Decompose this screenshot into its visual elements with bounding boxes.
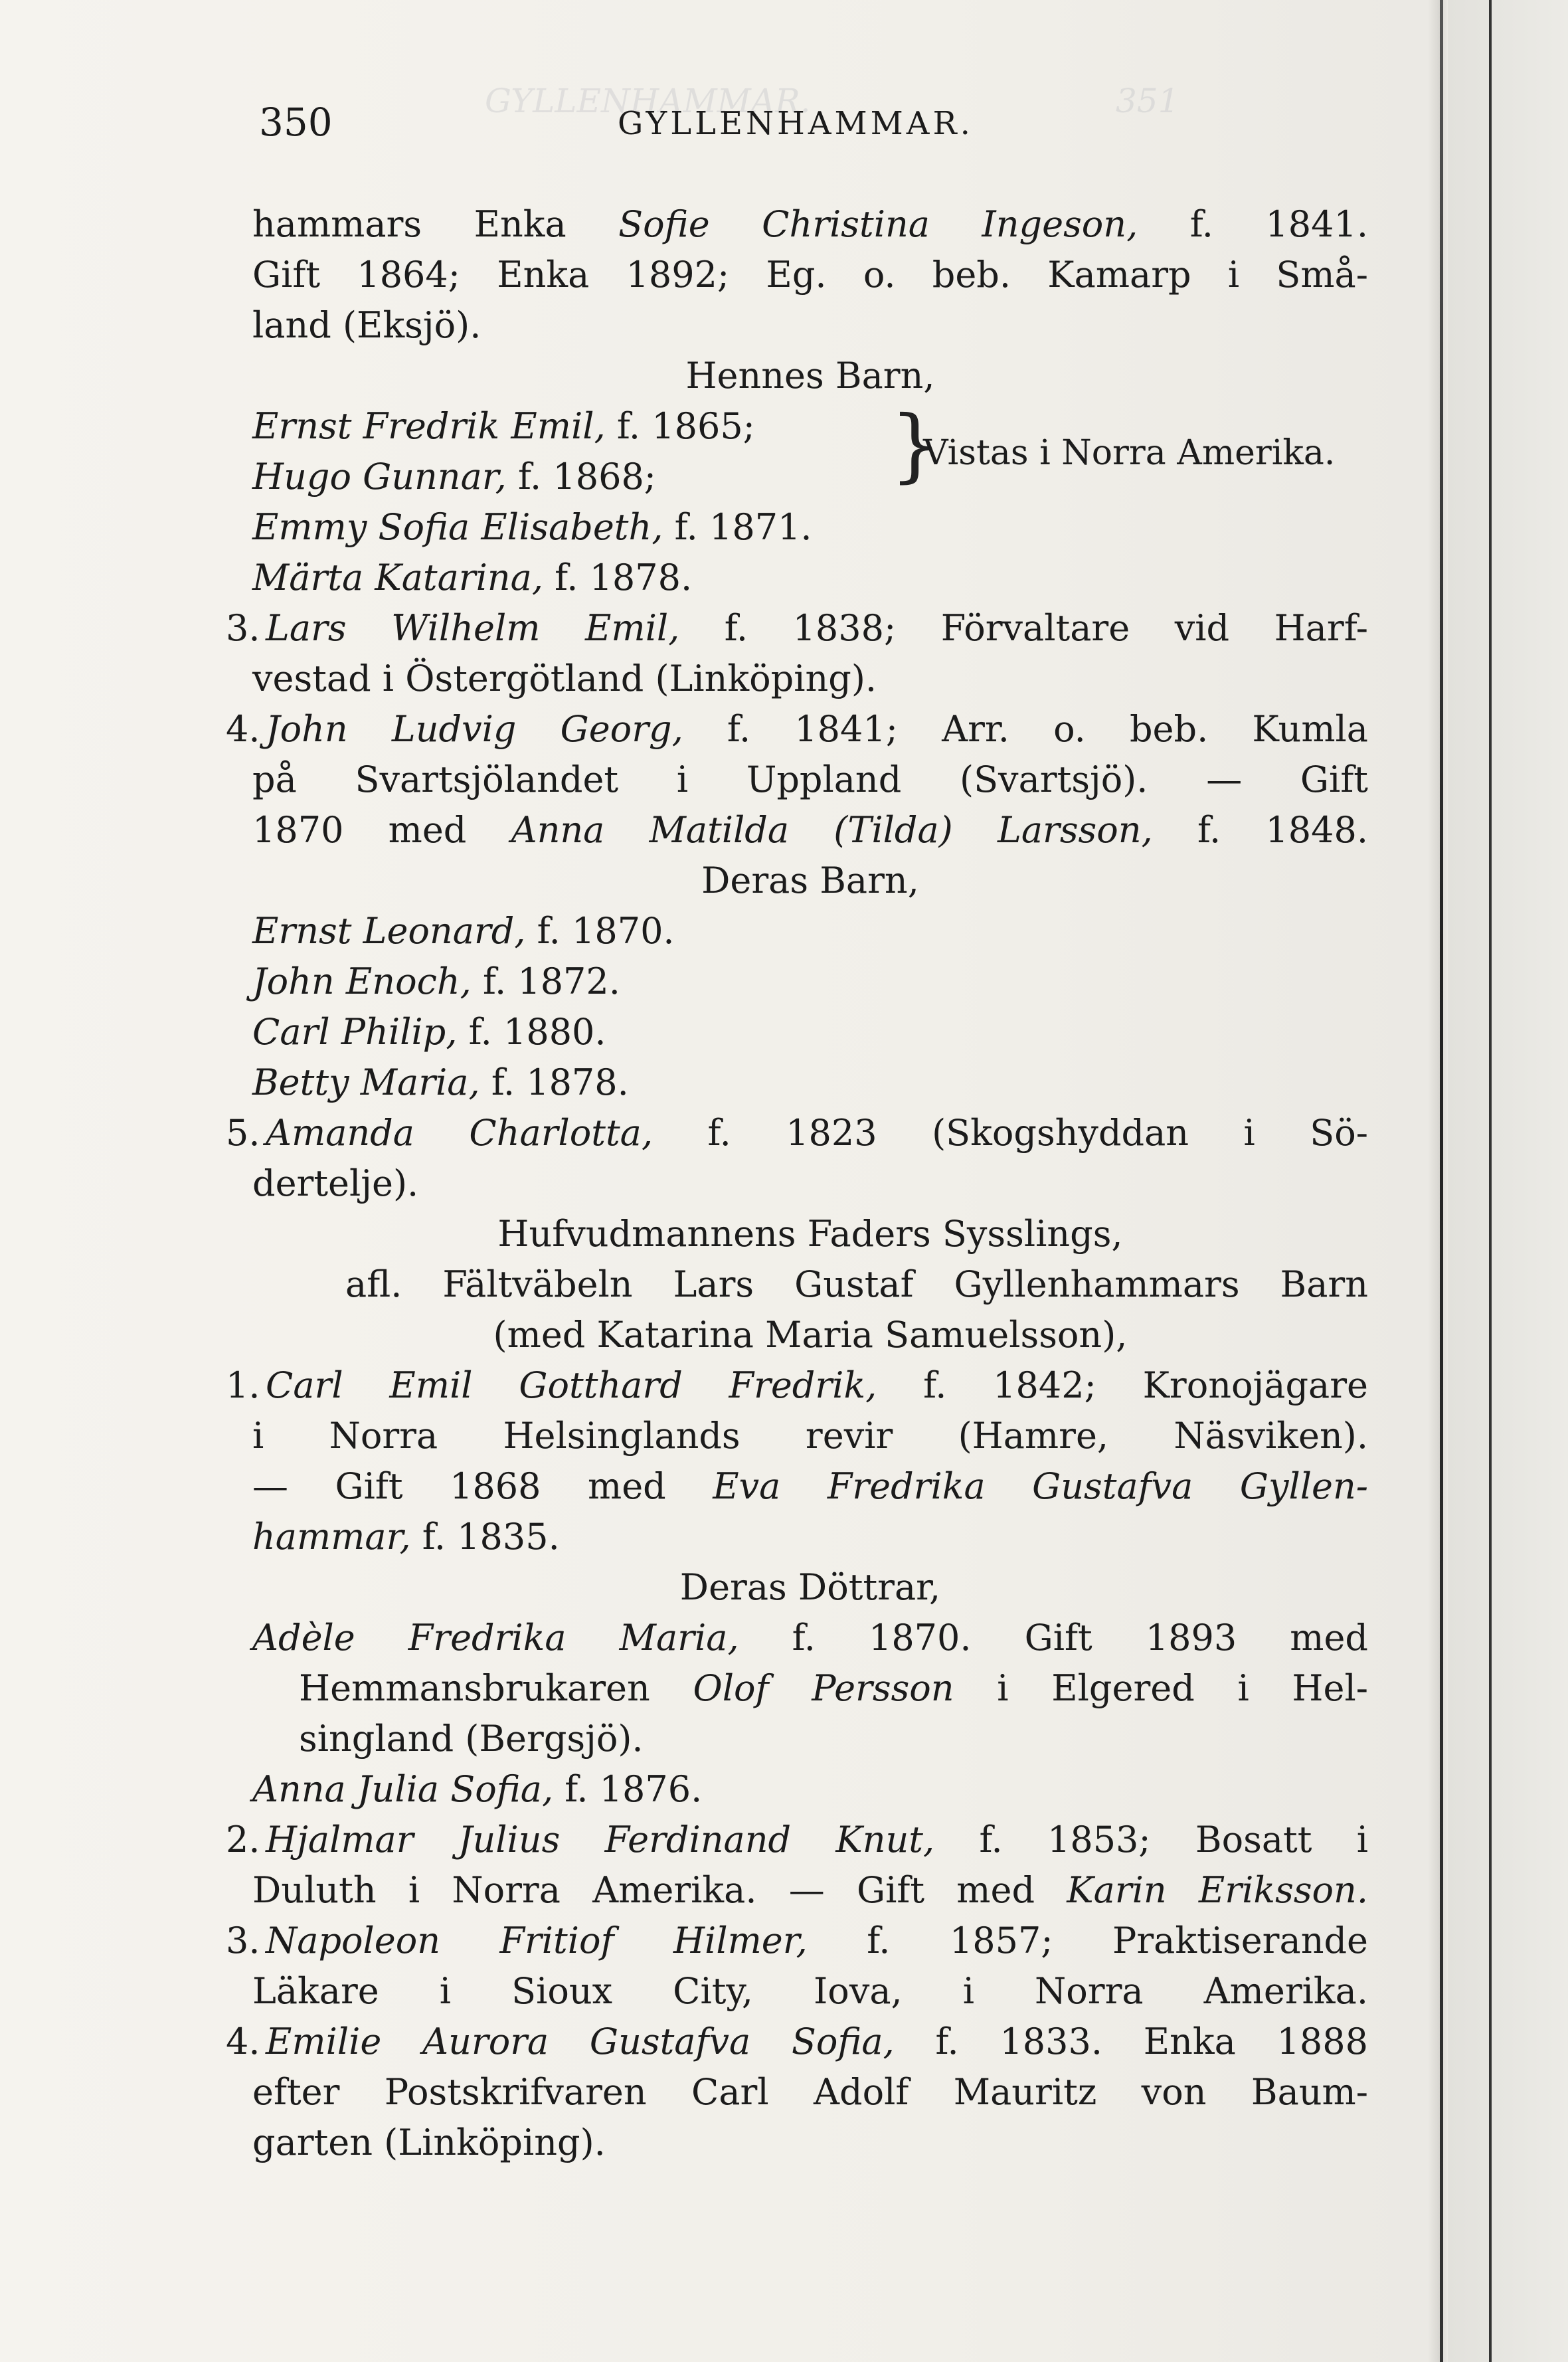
text-line: Adèle Fredrika Maria, f. 1870. Gift 1893 med [252,1617,1368,1659]
brace-group [252,401,1368,502]
text-line: land (Eksjö). [252,304,481,346]
text-line: Carl Philip, f. 1880. [252,1011,606,1053]
binding-line-outer [1489,0,1492,2362]
text-line: singland (Bergsjö). [299,1718,644,1760]
text-line: 5. Amanda Charlotta, f. 1823 (Skogshyddan i Sö- [226,1112,1368,1154]
page-number: 350 [259,100,333,145]
text-line: i Norra Helsinglands revir (Hamre, Näsviken). [252,1415,1368,1457]
section-heading: Hennes Barn, [685,355,935,397]
text-line: — Gift 1868 med Eva Fredrika Gustafva Gyllen- [252,1465,1368,1507]
section-heading: Hufvudmannens Faders Sysslings, [497,1213,1123,1255]
text-line: vestad i Östergötland (Linköping). [252,658,877,699]
body-text [226,199,1369,2168]
text-line: dertelje). [252,1162,419,1204]
text-line: 3. Lars Wilhelm Emil, f. 1838; Förvaltare vid Harf- [226,607,1368,649]
running-head: GYLLENHAMMAR. [618,105,974,142]
text-line: Hemmansbrukaren Olof Persson i Elgered i Hel- [299,1667,1368,1709]
text-line: Anna Julia Sofia, f. 1876. [252,1768,703,1810]
text-line: Betty Maria, f. 1878. [252,1061,629,1103]
text-line: Emmy Sofia Elisabeth, f. 1871. [252,506,812,548]
brace-symbol: } [890,399,941,492]
section-heading: Deras Barn, [701,860,919,901]
text-line: Hugo Gunnar, f. 1868; [252,456,657,498]
text-line: Läkare i Sioux City, Iova, i Norra Amerika. [252,1970,1368,2012]
binding-line [1440,0,1443,2362]
text-line: 3. Napoleon Fritiof Hilmer, f. 1857; Praktiserande [226,1920,1368,1961]
text-line: hammars Enka Sofie Christina Ingeson, f. 1841. [252,203,1368,245]
page-header [259,100,1375,153]
text-line: Gift 1864; Enka 1892; Eg. o. beb. Kamarp i Små- [252,254,1368,296]
text-line: 4. John Ludvig Georg, f. 1841; Arr. o. beb. Kumla [226,708,1369,750]
text-line: 2. Hjalmar Julius Ferdinand Knut, f. 1853; Bosatt i [226,1819,1368,1861]
text-line: afl. Fältväbeln Lars Gustaf Gyllenhammars Barn [345,1263,1368,1305]
gutter-shadow [1428,0,1448,2362]
ghost-running-head: GYLLENHAMMAR. [485,82,811,120]
text-line: garten (Linköping). [252,2122,606,2163]
text-line: John Enoch, f. 1872. [252,960,620,1002]
text-line: på Svartsjölandet i Uppland (Svartsjö). — Gift [252,759,1368,800]
text-line: 1. Carl Emil Gotthard Fredrik, f. 1842; Kronojägare [226,1364,1369,1406]
text-line: (med Katarina Maria Samuelsson), [493,1314,1128,1356]
text-line: Ernst Fredrik Emil, f. 1865; [252,405,755,447]
text-line: 4. Emilie Aurora Gustafva Sofia, f. 1833. Enka 1888 [226,2021,1368,2062]
brace-note: Vistas i Norra Amerika. [923,433,1336,473]
text-line: Märta Katarina, f. 1878. [252,557,693,598]
text-line: Duluth i Norra Amerika. — Gift med Karin Eriksson. [252,1869,1368,1911]
text-line: 1870 med Anna Matilda (Tilda) Larsson, f. 1848. [252,809,1368,851]
text-line: efter Postskrifvaren Carl Adolf Mauritz von Baum- [252,2071,1368,2113]
text-line: Ernst Leonard, f. 1870. [252,910,675,952]
section-heading: Deras Döttrar, [679,1566,941,1608]
ghost-page-number: 351 [1116,82,1179,120]
text-line: hammar, f. 1835. [252,1516,560,1558]
page-edge [1448,0,1568,2362]
